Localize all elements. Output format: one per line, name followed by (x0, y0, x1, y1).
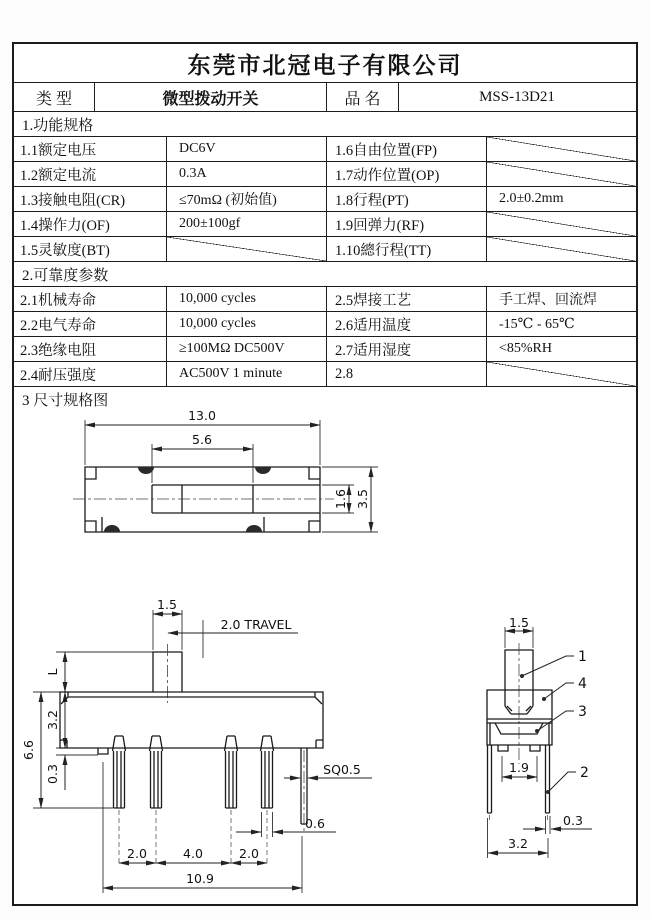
spec-label: 1.4操作力(OF) (14, 212, 167, 236)
spec-value: 手工焊、回流焊 (499, 293, 597, 308)
callout-1: 1 (578, 649, 587, 665)
part-callouts (520, 649, 589, 794)
dim-top-width: 13.0 (188, 409, 216, 423)
spec-label: 1.7动作位置(OP) (327, 162, 487, 186)
spec-value: AC500V 1 minute (167, 362, 327, 386)
spec-label: 1.9回弹力(RF) (327, 212, 487, 236)
table-row (14, 311, 636, 336)
side-view (487, 615, 592, 858)
dim-front-pitch3: 2.0 (239, 846, 259, 861)
empty-slash-cell (487, 362, 635, 386)
company-title: 东莞市北冠电子有限公司 (187, 52, 463, 78)
spec-label: 1.5灵敏度(BT) (14, 237, 167, 261)
callout-4: 4 (578, 676, 587, 692)
dim-front-standoff: 0.3 (45, 764, 60, 784)
type-value: 微型拨动开关 (95, 83, 327, 111)
table-row (14, 186, 636, 211)
dim-top-slot-height: 1.6 (333, 489, 348, 509)
dim-side-body-width: 3.2 (508, 836, 528, 851)
dim-top-body-height: 3.5 (355, 489, 370, 509)
table-row (14, 336, 636, 361)
table-row (14, 286, 636, 311)
spec-value: ≥100MΩ DC500V (167, 337, 327, 361)
dim-front-travel: 2.0 TRAVEL (220, 617, 292, 632)
spec-value: -15℃ - 65℃ (499, 316, 575, 332)
dim-front-knob-width: 1.5 (157, 597, 177, 612)
dim-side-leg-width: 0.3 (563, 813, 583, 828)
dim-side-knob-width: 1.5 (509, 615, 529, 630)
spec-value: DC6V (167, 137, 327, 161)
section2-title: 2.可靠度参数 (14, 261, 636, 286)
spec-value: 2.0±0.2mm (499, 191, 564, 206)
callout-2: 2 (580, 765, 589, 781)
front-view (21, 597, 372, 893)
table-row (14, 211, 636, 236)
spec-label: 2.6适用温度 (327, 312, 487, 336)
empty-slash-cell (487, 137, 635, 161)
section1-title: 1.功能规格 (14, 111, 636, 136)
table-row (14, 161, 636, 186)
dim-front-pitch1: 2.0 (127, 846, 147, 861)
dim-front-knob-height: L (45, 668, 60, 676)
table-row (14, 236, 636, 261)
product-header-row (14, 82, 636, 111)
callout-3: 3 (578, 704, 587, 720)
empty-slash-cell (487, 237, 635, 261)
dim-front-pin-width: 0.6 (305, 816, 325, 831)
table-row (14, 136, 636, 161)
dimension-drawing (12, 409, 638, 904)
table-row (14, 361, 636, 386)
top-view (73, 409, 378, 532)
spec-label: 2.8 (327, 362, 487, 386)
type-label: 类 型 (14, 83, 95, 111)
spec-label: 1.2额定电流 (14, 162, 167, 186)
name-label: 品 名 (327, 83, 399, 111)
dim-front-pitch2: 4.0 (183, 846, 203, 861)
section3-title: 3 尺寸规格图 (14, 386, 636, 411)
spec-label: 1.3接触电阻(CR) (14, 187, 167, 211)
spec-label: 1.1额定电压 (14, 137, 167, 161)
spec-value: 10,000 cycles (167, 312, 327, 336)
spec-value: ≤70mΩ (初始值) (167, 187, 327, 211)
dim-front-span: 10.9 (186, 871, 214, 886)
spec-value: <85%RH (499, 341, 553, 356)
empty-slash-cell (167, 237, 327, 261)
spec-value: 200±100gf (167, 212, 327, 236)
spec-label: 2.7适用湿度 (327, 337, 487, 361)
dim-top-slot: 5.6 (192, 432, 212, 447)
spec-label: 2.3绝缘电阻 (14, 337, 167, 361)
dim-front-pin-square: SQ0.5 (323, 762, 361, 777)
empty-slash-cell (487, 212, 635, 236)
spec-label: 2.1机械寿命 (14, 287, 167, 311)
spec-label: 1.10總行程(TT) (327, 237, 487, 261)
name-value: MSS-13D21 (479, 88, 555, 105)
spec-value: 10,000 cycles (167, 287, 327, 311)
empty-slash-cell (487, 162, 635, 186)
spec-value: 0.3A (167, 162, 327, 186)
dim-side-gap: 1.9 (509, 760, 529, 775)
spec-label: 2.5焊接工艺 (327, 287, 487, 311)
dim-front-body-height: 3.2 (45, 710, 60, 730)
spec-label: 2.2电气寿命 (14, 312, 167, 336)
dim-front-total-height: 6.6 (21, 740, 36, 760)
spec-label: 2.4耐压强度 (14, 362, 167, 386)
spec-label: 1.8行程(PT) (327, 187, 487, 211)
spec-label: 1.6自由位置(FP) (327, 137, 487, 161)
